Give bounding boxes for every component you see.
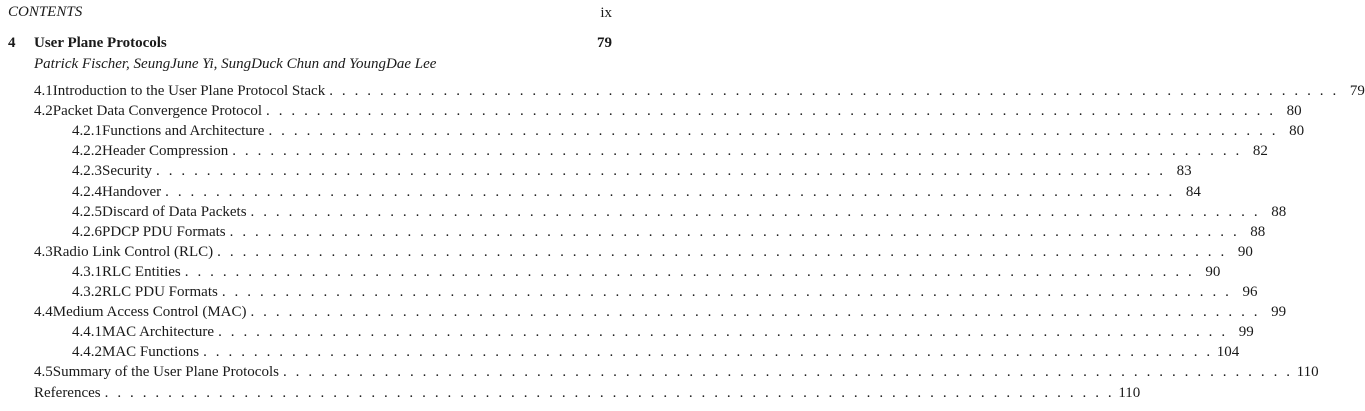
- toc-entry-number: 4.5: [34, 364, 53, 381]
- dot-leader: . . . . . . . . . . . . . . . . . . . . . . . . . . . . . . . . . . . . . . . . . . . . . . . . . . . . . . . . . . . . . . . . . . . . . . . . . . . . . . . .: [250, 304, 1261, 321]
- dot-leader: . . . . . . . . . . . . . . . . . . . . . . . . . . . . . . . . . . . . . . . . . . . . . . . . . . . . . . . . . . . . . . . . . . . . . . . . . . . . . . . .: [221, 284, 1232, 300]
- dot-leader: . . . . . . . . . . . . . . . . . . . . . . . . . . . . . . . . . . . . . . . . . . . . . . . . . . . . . . . . . . . . . . . . . . . . . . . . . . . . . . . .: [268, 123, 1279, 140]
- toc-entry-number: 4.2.2: [72, 143, 102, 160]
- dot-leader: . . . . . . . . . . . . . . . . . . . . . . . . . . . . . . . . . . . . . . . . . . . . . . . . . . . . . . . . . . . . . . . . . . . . . . . . . . . . . . . .: [282, 364, 1293, 381]
- toc-entry[interactable]: [34, 242, 1253, 262]
- toc-entry-page: 80: [1289, 123, 1305, 140]
- toc-entry-page: 84: [1185, 183, 1201, 200]
- toc-entry[interactable]: [72, 282, 1258, 302]
- toc-entry-page: 90: [1205, 263, 1221, 280]
- toc-entry-number: 4.1: [34, 83, 53, 99]
- toc-entry-number: 4.2.6: [72, 223, 102, 240]
- toc-entry-page: 88: [1271, 203, 1287, 220]
- toc-entry-title: Medium Access Control (MAC): [52, 304, 247, 321]
- toc-entry-page: 110: [1296, 364, 1319, 381]
- toc-entry-title: Discard of Data Packets: [102, 203, 247, 220]
- toc-entry-number: 4.3: [34, 243, 53, 260]
- toc-entry-title: RLC Entities: [102, 263, 181, 280]
- toc-entry-number: 4.4.1: [72, 324, 102, 341]
- dot-leader: . . . . . . . . . . . . . . . . . . . . . . . . . . . . . . . . . . . . . . . . . . . . . . . . . . . . . . . . . . . . . . . . . . . . . . . . . . . . . . . .: [250, 203, 1261, 220]
- toc-entry-title: Summary of the User Plane Protocols: [52, 364, 279, 381]
- toc-entry-title: Header Compression: [102, 143, 229, 160]
- toc-entry[interactable]: [72, 342, 1240, 362]
- toc-entry-number: 4.3.2: [72, 284, 102, 300]
- toc-entry-page: 99: [1238, 324, 1254, 341]
- toc-entry-page: 82: [1252, 143, 1268, 160]
- toc-entry-number: 4.3.1: [72, 263, 102, 280]
- toc-entry[interactable]: [72, 262, 1221, 282]
- toc-entry[interactable]: [72, 161, 1192, 181]
- dot-leader: . . . . . . . . . . . . . . . . . . . . . . . . . . . . . . . . . . . . . . . . . . . . . . . . . . . . . . . . . . . . . . . . . . . . . . . . . . . . . . . .: [184, 263, 1195, 280]
- dot-leader: . . . . . . . . . . . . . . . . . . . . . . . . . . . . . . . . . . . . . . . . . . . . . . . . . . . . . . . . . . . . . . . . . . . . . . . . . . . . . . . .: [329, 83, 1339, 99]
- toc-entry-page: 79: [1349, 83, 1365, 99]
- toc-entry-title: Handover: [102, 183, 162, 200]
- toc-entry-number: 4.4: [34, 304, 53, 321]
- dot-leader: . . . . . . . . . . . . . . . . . . . . . . . . . . . . . . . . . . . . . . . . . . . . . . . . . . . . . . . . . . . . . . . . . . . . . . . . . . . . . . . .: [229, 223, 1240, 240]
- running-header-title: CONTENTS: [8, 4, 83, 20]
- toc-entry-title: Packet Data Convergence Protocol: [52, 103, 262, 120]
- toc-entry-page: 110: [1118, 384, 1141, 401]
- toc-entry[interactable]: [34, 101, 1302, 121]
- chapter-page: 79: [597, 35, 612, 51]
- toc-entry-page: 80: [1286, 103, 1302, 120]
- chapter-heading: [8, 35, 612, 52]
- toc-entry-title: Introduction to the User Plane Protocol Stack: [52, 83, 326, 99]
- running-header-page: ix: [600, 5, 612, 21]
- toc-entry-title: MAC Functions: [102, 344, 200, 361]
- toc-entry-page: 104: [1216, 344, 1240, 361]
- toc-entry[interactable]: [34, 383, 1141, 403]
- chapter-title: User Plane Protocols: [34, 35, 167, 51]
- toc-entry[interactable]: [72, 141, 1268, 161]
- toc-entry-title: MAC Architecture: [102, 324, 215, 341]
- chapter-authors: Patrick Fischer, SeungJune Yi, SungDuck Chun and YoungDae Lee: [34, 56, 437, 72]
- dot-leader: . . . . . . . . . . . . . . . . . . . . . . . . . . . . . . . . . . . . . . . . . . . . . . . . . . . . . . . . . . . . . . . . . . . . . . . . . . . . . . . .: [104, 384, 1115, 401]
- dot-leader: . . . . . . . . . . . . . . . . . . . . . . . . . . . . . . . . . . . . . . . . . . . . . . . . . . . . . . . . . . . . . . . . . . . . . . . . . . . . . . . .: [203, 344, 1213, 361]
- toc-entry-number: 4.2.1: [72, 123, 102, 140]
- toc-entry[interactable]: [34, 362, 1319, 382]
- toc-entry-number: 4.2.5: [72, 203, 102, 220]
- toc-entry[interactable]: [72, 182, 1201, 202]
- toc-entry-page: 83: [1176, 163, 1192, 180]
- dot-leader: . . . . . . . . . . . . . . . . . . . . . . . . . . . . . . . . . . . . . . . . . . . . . . . . . . . . . . . . . . . . . . . . . . . . . . . . . . . . . . . .: [218, 324, 1228, 341]
- dot-leader: . . . . . . . . . . . . . . . . . . . . . . . . . . . . . . . . . . . . . . . . . . . . . . . . . . . . . . . . . . . . . . . . . . . . . . . . . . . . . . . .: [266, 103, 1276, 120]
- dot-leader: . . . . . . . . . . . . . . . . . . . . . . . . . . . . . . . . . . . . . . . . . . . . . . . . . . . . . . . . . . . . . . . . . . . . . . . . . . . . . . . .: [165, 183, 1175, 200]
- toc-entry[interactable]: [72, 121, 1305, 141]
- toc-entry-page: 96: [1242, 284, 1258, 300]
- toc-entry-title: Radio Link Control (RLC): [52, 243, 214, 260]
- toc-entry[interactable]: [72, 202, 1287, 222]
- toc-entry-number: 4.2: [34, 103, 53, 120]
- toc-entry-title: Functions and Architecture: [102, 123, 265, 140]
- toc-entry[interactable]: [72, 322, 1254, 342]
- toc-entry[interactable]: [72, 222, 1266, 242]
- toc-entry-title: RLC PDU Formats: [102, 284, 218, 300]
- toc-entry[interactable]: [34, 302, 1287, 322]
- chapter-number: 4: [8, 35, 16, 51]
- toc-entry-title: PDCP PDU Formats: [102, 223, 226, 240]
- toc-entry-title: References: [34, 384, 101, 401]
- toc-entry-title: Security: [102, 163, 152, 180]
- toc-entry[interactable]: [34, 81, 1365, 101]
- toc-entry-number: 4.2.4: [72, 183, 102, 200]
- toc-entry-number: 4.2.3: [72, 163, 102, 180]
- toc-entry-number: 4.4.2: [72, 344, 102, 361]
- dot-leader: . . . . . . . . . . . . . . . . . . . . . . . . . . . . . . . . . . . . . . . . . . . . . . . . . . . . . . . . . . . . . . . . . . . . . . . . . . . . . . . .: [232, 143, 1242, 160]
- dot-leader: . . . . . . . . . . . . . . . . . . . . . . . . . . . . . . . . . . . . . . . . . . . . . . . . . . . . . . . . . . . . . . . . . . . . . . . . . . . . . . . .: [217, 243, 1227, 260]
- toc-entry-page: 88: [1250, 223, 1266, 240]
- toc-entry-page: 99: [1271, 304, 1287, 321]
- dot-leader: . . . . . . . . . . . . . . . . . . . . . . . . . . . . . . . . . . . . . . . . . . . . . . . . . . . . . . . . . . . . . . . . . . . . . . . . . . . . . . . .: [156, 163, 1166, 180]
- toc-entry-page: 90: [1237, 243, 1253, 260]
